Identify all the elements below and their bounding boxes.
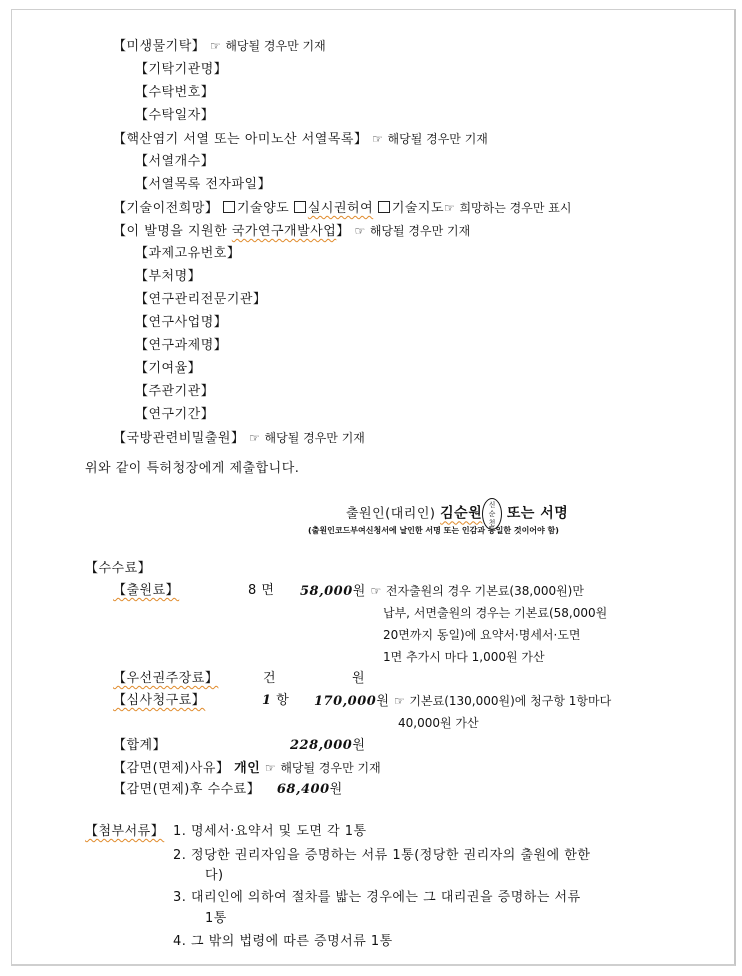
checkbox-license-grant[interactable] [294,201,306,213]
total-label: 【합계】 [113,738,167,753]
option-tech-guidance: 기술지도 [391,201,445,216]
after-reduction-amount: 68,400 [276,782,330,797]
exam-fee-qty-num: 1 [262,693,272,708]
field-depository-name: 【기탁기관명】 [135,62,228,77]
reduction-reason-line [113,759,381,778]
attachment-item-1: 1. 명세서·요약서 및 도면 각 1통 [173,824,367,839]
priority-fee-unit: 원 [352,671,366,686]
field-research-period: 【연구기간】 [135,407,215,422]
application-fee-note-line-1: 전자출원의 경우 기본료(38,000원)만 [385,584,584,598]
after-reduction-label: 【감면(면제)후 수수료】 [113,782,261,797]
field-sequence-count: 【서열개수】 [135,154,215,169]
national-rnd-title-main: 국가연구개발사업 [231,224,337,239]
pointing-hand-icon: ☞ [264,761,276,775]
pointing-hand-icon: ☞ [372,132,383,146]
field-program-name: 【연구사업명】 [135,315,228,330]
defense-title: 【국방관련비밀출원】 [113,431,245,446]
signature-note: (출원인코드부여신청서에 날인한 서명 또는 인감과 동일한 것이어야 함) [308,526,559,535]
microbe-deposit-note: 해당될 경우만 기재 [225,39,326,53]
attachment-item-3-cont: 1통 [205,911,227,926]
field-project-name: 【연구과제명】 [135,338,228,353]
seal-char: 순 [488,510,496,518]
application-fee-amount: 58,000 [300,584,353,599]
exam-fee-note-line-1: 기본료(130,000원)에 청구항 1항마다 [409,694,612,708]
option-license-grant: 실시권허여 [307,201,374,216]
exam-fee-label-text: 【심사청구료】 [113,693,206,708]
pointing-hand-icon: ☞ [249,431,260,445]
tech-transfer-line [113,199,571,218]
submission-statement: 위와 같이 특허청장에게 제출합니다. [85,461,300,476]
application-fee-amount-line [300,582,584,601]
attachment-item-2: 2. 정당한 권리자임을 증명하는 서류 1통(정당한 권리자의 출원에 한한 [173,848,591,863]
tech-transfer-note: 희망하는 경우만 표시 [459,201,572,215]
applicant-name: 김순원 [440,505,483,522]
reduction-reason-note: 해당될 경우만 기재 [280,761,381,775]
currency-unit: 원 [352,738,366,753]
field-ministry: 【부처명】 [135,269,202,284]
attachment-item-3: 3. 대리인에 의하여 절차를 밟는 경우에는 그 대리권을 증명하는 서류 [173,890,581,905]
priority-fee-label [113,670,218,688]
applicant-label: 출원인(대리인) [346,506,436,522]
priority-fee-label-text: 【우선권주장료】 [113,671,219,686]
currency-unit: 원 [352,584,366,599]
total-amount-line [290,737,365,755]
attachment-item-4: 4. 그 밖의 법령에 따른 증명서류 1통 [173,934,393,949]
currency-unit: 원 [329,782,343,797]
checkbox-tech-assignment[interactable] [223,201,235,213]
signature-suffix: 또는 서명 [506,505,569,522]
field-accession-number: 【수탁번호】 [135,85,215,100]
fees-title: 【수수료】 [85,561,152,576]
national-rnd-title-prefix: 【이 발명을 지원한 [113,224,232,239]
currency-unit: 원 [376,694,390,709]
pointing-hand-icon: ☞ [444,201,455,215]
option-tech-assignment: 기술양도 [237,201,290,216]
pointing-hand-icon: ☞ [394,694,405,708]
attachment-item-2-cont: 다) [205,868,224,883]
application-fee-label [113,582,179,600]
seal-char: 천 [488,519,496,527]
microbe-deposit-title: 【미생물기탁】 [113,39,206,54]
exam-fee-amount-line [314,692,611,711]
exam-fee-qty-unit: 항 [276,693,290,708]
checkbox-tech-guidance[interactable] [378,201,390,213]
after-reduction-line [113,781,343,799]
total-amount: 228,000 [290,738,353,753]
exam-fee-qty [262,692,289,710]
priority-fee-qty: 건 [263,671,277,686]
sequence-listing-title: 【핵산염기 서열 또는 아미노산 서열목록】 [113,132,368,147]
exam-fee-amount: 170,000 [314,694,377,709]
field-research-agency: 【연구관리전문기관】 [135,292,267,307]
pointing-hand-icon: ☞ [354,224,366,238]
attachments-label [85,823,164,841]
tech-transfer-title: 【기술이전희망】 [113,201,219,216]
reduction-reason-value: 개인 [234,761,261,776]
pointing-hand-icon: ☞ [209,39,221,53]
microbe-deposit-line [113,37,326,56]
seal-char: 신 [488,501,496,509]
sequence-listing-note: 해당될 경우만 기재 [387,132,488,146]
exam-fee-label [113,692,205,710]
pointing-hand-icon: ☞ [370,584,382,598]
field-sequence-file: 【서열목록 전자파일】 [135,177,272,192]
national-rnd-title-suffix: 】 [336,224,350,239]
reduction-reason-label: 【감면(면제)사유】 [113,761,230,776]
attachments-label-text: 【첨부서류】 [85,824,165,839]
application-fee-note-line-4: 1면 추가시 마다 1,000원 가산 [383,650,545,664]
defense-line [113,429,365,448]
national-rnd-line [113,222,470,241]
national-rnd-note: 해당될 경우만 기재 [369,224,471,238]
field-contribution-rate: 【기여율】 [135,361,202,376]
application-fee-label-text: 【출원료】 [113,583,180,598]
field-project-id: 【과제고유번호】 [135,246,241,261]
defense-note: 해당될 경우만 기재 [264,431,365,445]
application-fee-note-line-3: 20면까지 동일)에 요약서·명세서·도면 [383,628,581,642]
field-accession-date: 【수탁일자】 [135,108,215,123]
application-fee-note-line-2: 납부, 서면출원의 경우는 기본료(58,000원 [383,606,608,620]
field-lead-institution: 【주관기관】 [135,384,215,399]
exam-fee-note-line-2: 40,000원 가산 [398,716,479,730]
application-fee-qty: 8 면 [248,583,275,598]
sequence-listing-line [113,130,488,149]
